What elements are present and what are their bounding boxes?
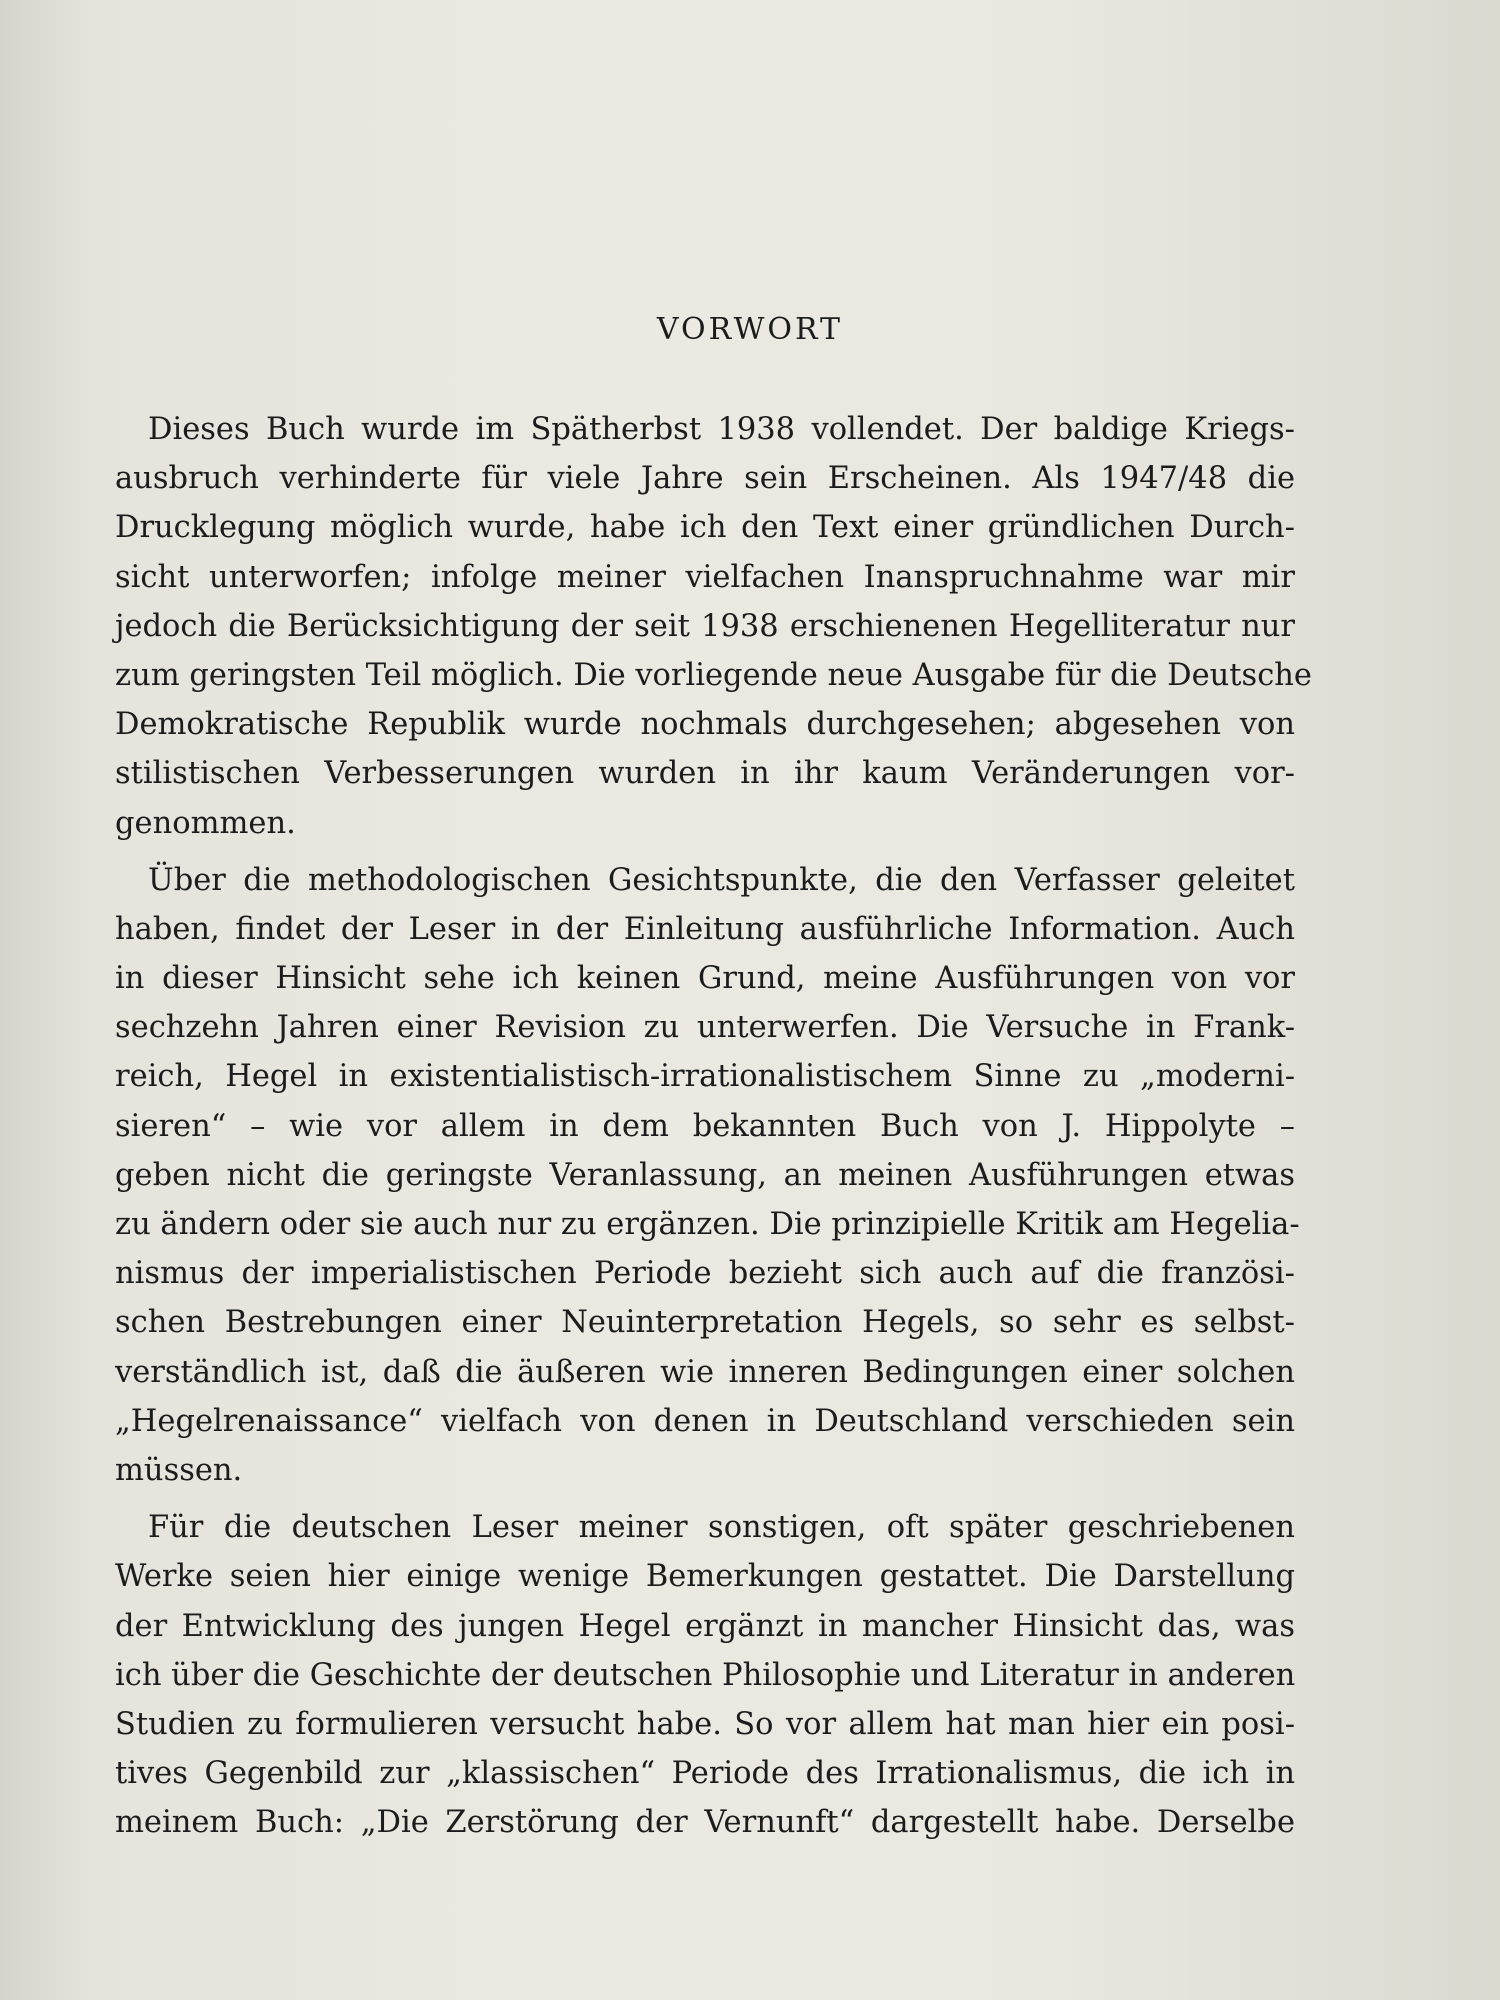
text-line: zu ändern oder sie auch nur zu ergänzen. Die prinzipielle Kritik am Hegelia- bbox=[115, 1207, 1300, 1242]
text-line: verständlich ist, daß die äußeren wie inneren Bedingungen einer solchen bbox=[115, 1354, 1295, 1390]
text-line: reich, Hegel in existentialistisch-irrationalistischem Sinne zu „moderni- bbox=[115, 1059, 1295, 1095]
text-line: Dieses Buch wurde im Spätherbst 1938 vollendet. Der baldige Kriegs- bbox=[148, 412, 1295, 447]
text-line: Drucklegung möglich wurde, habe ich den Text einer gründlichen Durch- bbox=[115, 510, 1295, 546]
text-line: geben nicht die geringste Veranlassung, an meinen Ausführungen etwas bbox=[115, 1157, 1295, 1193]
text-line: sieren“ – wie vor allem in dem bekannten Buch von J. Hippolyte – bbox=[115, 1108, 1295, 1144]
text-line: jedoch die Berücksichtigung der seit 1938 erschienenen Hegelliteratur nur bbox=[115, 608, 1295, 644]
text-line: haben, findet der Leser in der Einleitung ausführliche Information. Auch bbox=[115, 911, 1295, 947]
text-line: Über die methodologischen Gesichtspunkte, die den Verfasser geleitet bbox=[148, 862, 1295, 898]
paragraph-1 bbox=[115, 405, 1312, 848]
text-line: stilistischen Verbesserungen wurden in ihr kaum Veränderungen vor- bbox=[115, 756, 1295, 792]
paragraph-3 bbox=[115, 1503, 1295, 1847]
text-line: schen Bestrebungen einer Neuinterpretation Hegels, so sehr es selbst- bbox=[115, 1305, 1295, 1341]
text-line: tives Gegenbild zur „klassischen“ Periode des Irrationalismus, die ich in bbox=[115, 1756, 1295, 1792]
text-line: Studien zu formulieren versucht habe. So vor allem hat man hier ein posi- bbox=[115, 1706, 1295, 1742]
text-line: ich über die Geschichte der deutschen Philosophie und Literatur in anderen bbox=[115, 1657, 1296, 1693]
text-line: müssen. bbox=[115, 1452, 243, 1488]
text-line: in dieser Hinsicht sehe ich keinen Grund, meine Ausführungen von vor bbox=[115, 961, 1295, 997]
text-line: Demokratische Republik wurde nochmals durchgesehen; abgesehen von bbox=[115, 707, 1295, 743]
text-line: ausbruch verhinderte für viele Jahre sein Erscheinen. Als 1947/48 die bbox=[115, 461, 1295, 497]
text-line: Für die deutschen Leser meiner sonstigen, oft später geschriebenen bbox=[148, 1510, 1295, 1546]
text-line: sicht unterworfen; infolge meiner vielfachen Inanspruchnahme war mir bbox=[115, 559, 1295, 595]
text-line: nismus der imperialistischen Periode bezieht sich auch auf die französi- bbox=[115, 1256, 1295, 1292]
text-line: genommen. bbox=[115, 805, 296, 841]
body-text bbox=[115, 405, 1312, 1855]
text-line: der Entwicklung des jungen Hegel ergänzt in mancher Hinsicht das, was bbox=[115, 1608, 1295, 1644]
page-heading: VORWORT bbox=[656, 312, 844, 347]
text-line: sechzehn Jahren einer Revision zu unterwerfen. Die Versuche in Frank- bbox=[115, 1010, 1295, 1046]
text-line: Werke seien hier einige wenige Bemerkungen gestattet. Die Darstellung bbox=[115, 1559, 1295, 1595]
text-line: meinem Buch: „Die Zerstörung der Vernunft“ dargestellt habe. Derselbe bbox=[115, 1805, 1295, 1841]
text-line: zum geringsten Teil möglich. Die vorliegende neue Ausgabe für die Deutsche bbox=[115, 657, 1312, 693]
text-line: „Hegelrenaissance“ vielfach von denen in Deutschland verschieden sein bbox=[115, 1403, 1295, 1439]
paragraph-2 bbox=[115, 856, 1300, 1495]
